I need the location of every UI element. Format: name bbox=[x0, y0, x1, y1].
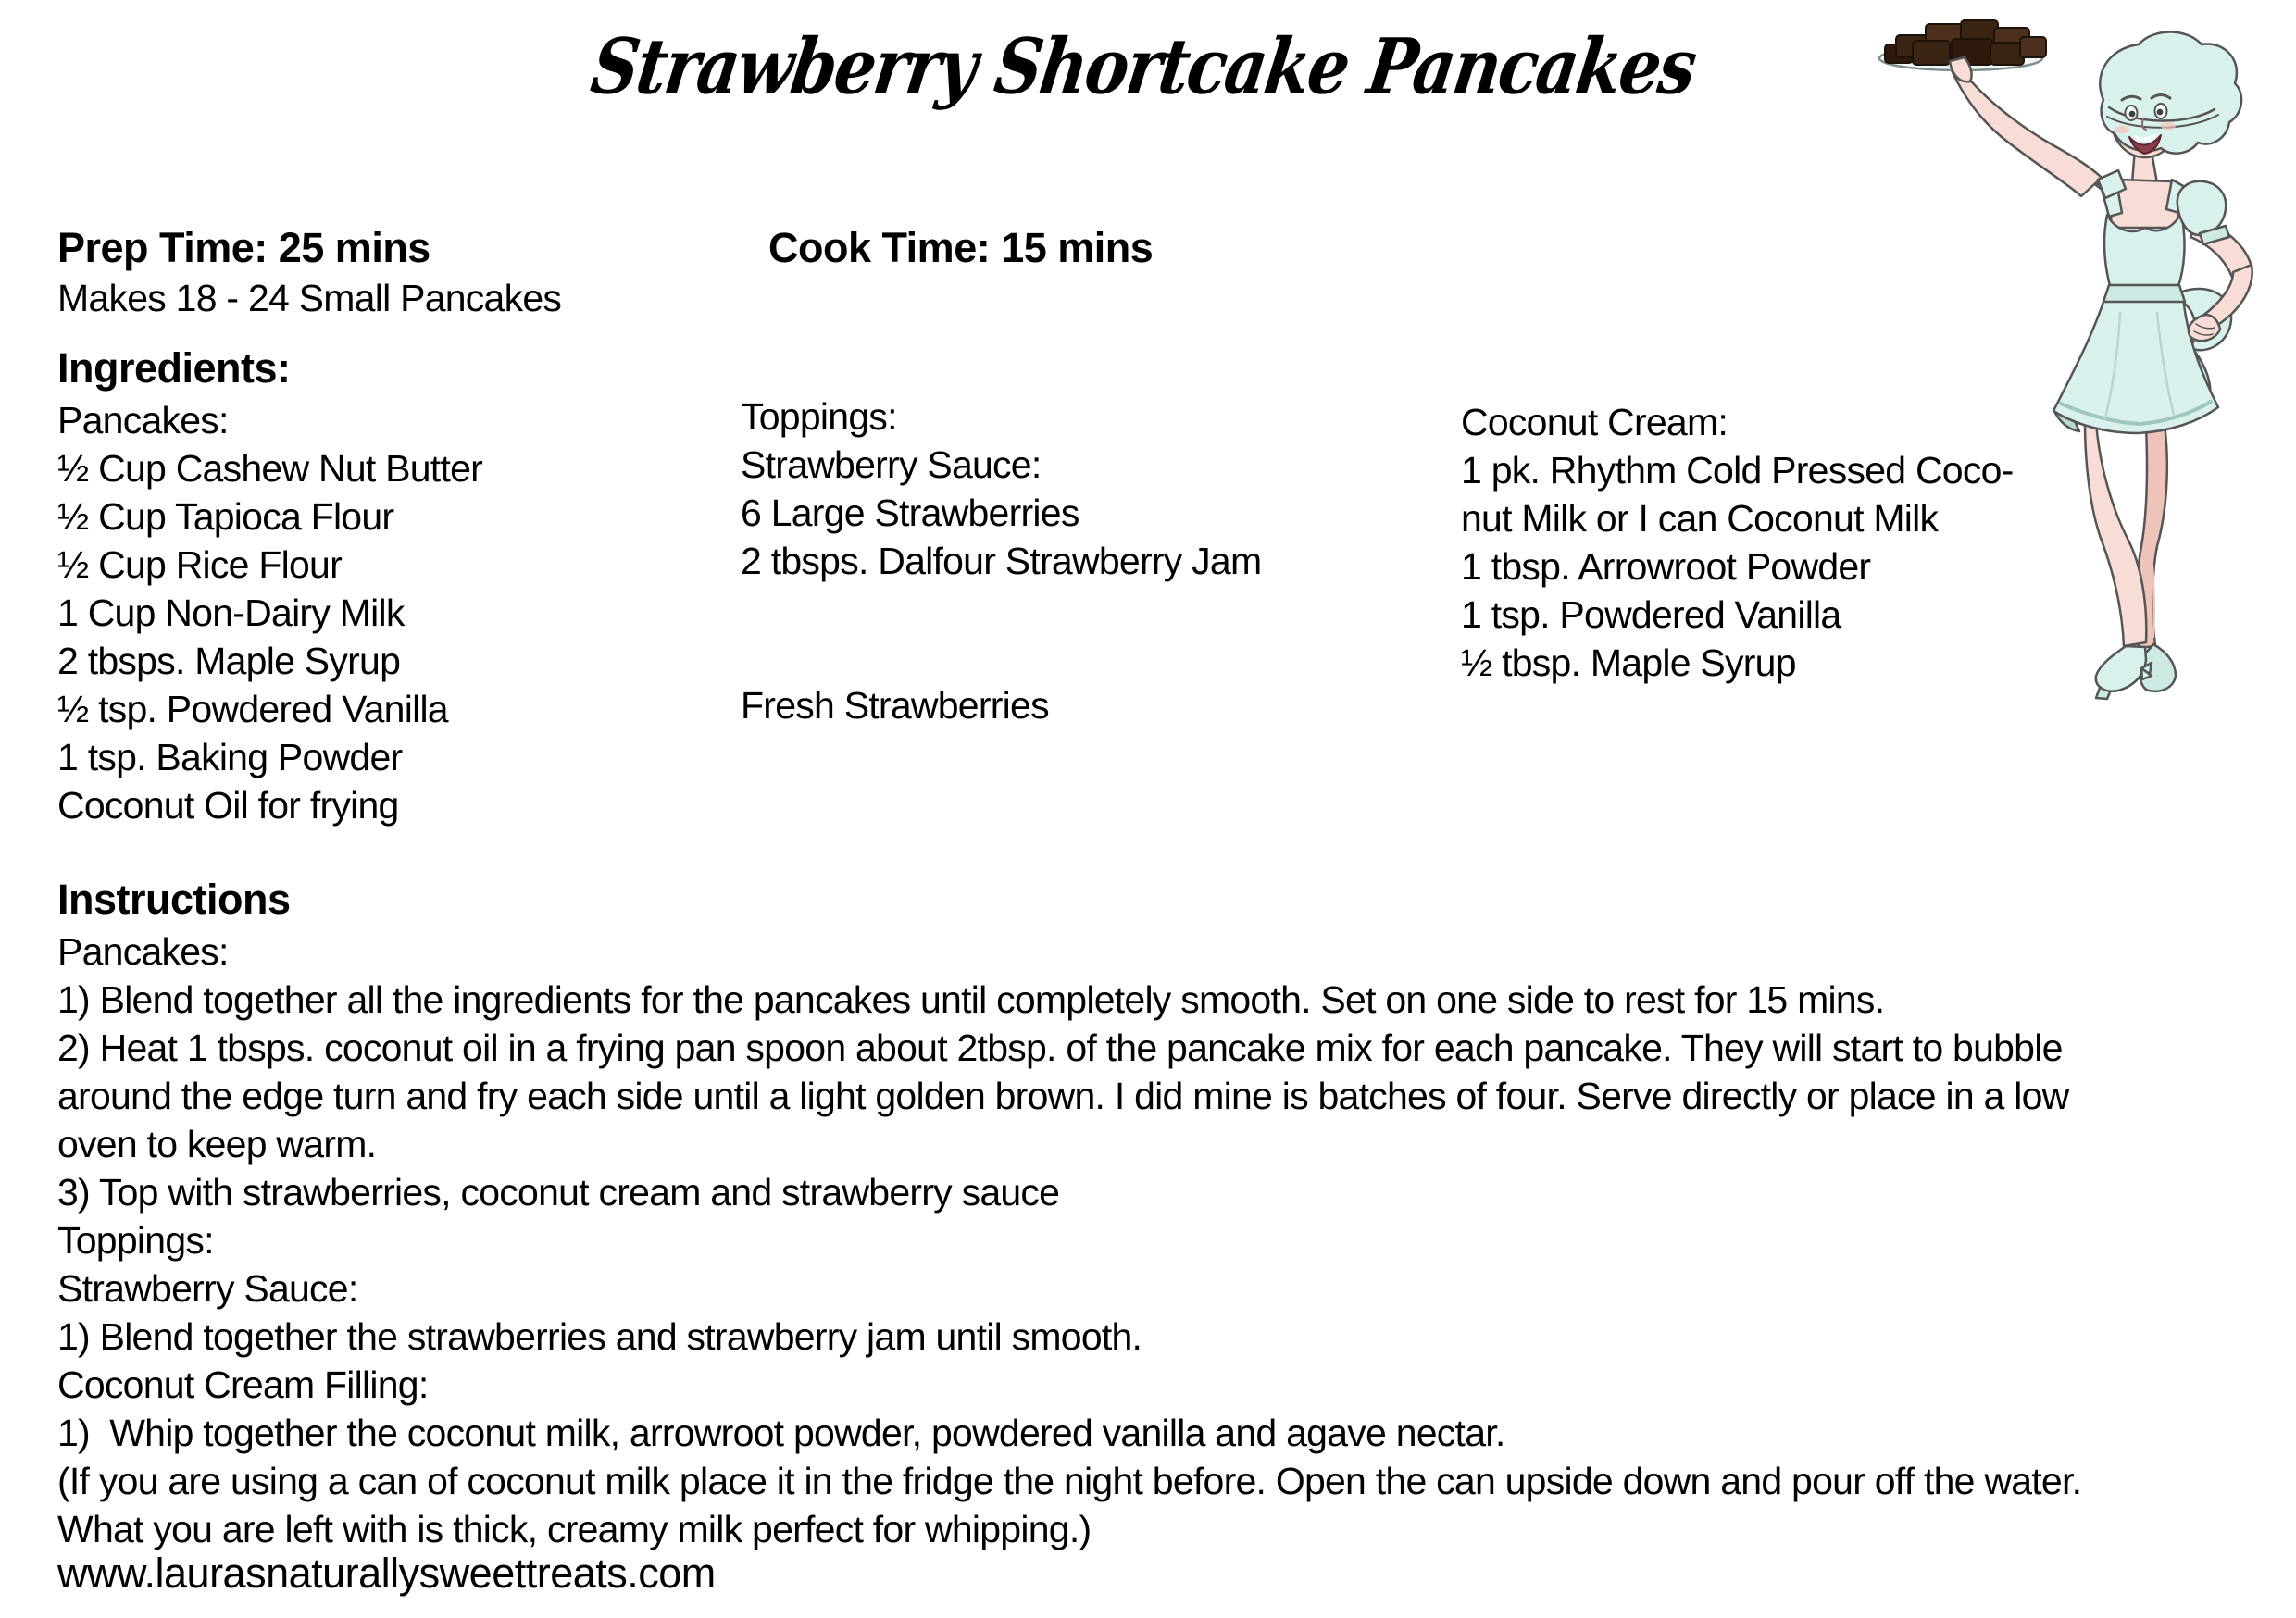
ingredients-column-toppings bbox=[741, 392, 1444, 729]
plate-of-brownies-icon bbox=[1879, 20, 2046, 81]
ingredient-line bbox=[741, 633, 1444, 681]
ingredient-line: 1 tbsp. Arrowroot Powder bbox=[1461, 545, 1871, 588]
instruction-line: 1) Blend together all the ingredients for the pancakes until completely smooth. Set on one side to rest for 15 mins. bbox=[57, 978, 1885, 1021]
instruction-line: Strawberry Sauce: bbox=[57, 1267, 358, 1310]
instructions-list bbox=[57, 927, 2279, 1553]
yield-text: Makes 18 - 24 Small Pancakes bbox=[57, 277, 562, 319]
ingredient-line: 1 tsp. Baking Powder bbox=[57, 736, 403, 778]
page-title: Strawberry Shortcake Pancakes bbox=[586, 20, 1701, 112]
instruction-line: 2) Heat 1 tbsps. coconut oil in a frying pan spoon about 2tbsp. of the pancake mix for each pancake. They will start to bubble bbox=[57, 1027, 2063, 1069]
hand-holding-plate bbox=[1950, 57, 1972, 81]
ingredient-line: ½ Cup Rice Flour bbox=[57, 543, 343, 586]
instruction-line: Toppings: bbox=[57, 1219, 214, 1262]
ingredients-column-pancakes bbox=[57, 396, 761, 829]
instruction-line: around the edge turn and fry each side until a light golden brown. I did mine is batches of four. Serve directly or place in a low bbox=[57, 1075, 2069, 1117]
baker-head bbox=[2100, 32, 2241, 158]
ingredient-line: ½ tbsp. Maple Syrup bbox=[1461, 641, 1796, 684]
ingredient-line: Coconut Oil for frying bbox=[57, 784, 399, 827]
ingredient-line: ½ Cup Tapioca Flour bbox=[57, 495, 394, 538]
chef-cap bbox=[2100, 32, 2241, 154]
ingredient-line: Toppings: bbox=[741, 395, 897, 438]
ingredient-line: Coconut Cream: bbox=[1461, 401, 1728, 443]
ingredient-line: 6 Large Strawberries bbox=[741, 492, 1079, 534]
ingredient-line: Fresh Strawberries bbox=[741, 684, 1049, 727]
baker-torso bbox=[2096, 146, 2229, 302]
ingredient-line: 1 Cup Non-Dairy Milk bbox=[57, 591, 405, 634]
instruction-line: 1) Blend together the strawberries and strawberry jam until smooth. bbox=[57, 1315, 1142, 1358]
instructions-heading: Instructions bbox=[57, 876, 291, 923]
ingredient-line: ½ tsp. Powdered Vanilla bbox=[57, 688, 448, 730]
cook-time: Cook Time: 15 mins bbox=[768, 224, 1154, 271]
instruction-line: 1) Whip together the coconut milk, arrowroot powder, powdered vanilla and agave nectar. bbox=[57, 1412, 1505, 1454]
ingredients-heading: Ingredients: bbox=[57, 344, 291, 392]
instruction-line: What you are left with is thick, creamy milk perfect for whipping.) bbox=[57, 1508, 1092, 1550]
ingredient-line: Strawberry Sauce: bbox=[741, 443, 1042, 486]
website-url: www.laurasnaturallysweettreats.com bbox=[57, 1550, 716, 1597]
ingredient-line bbox=[741, 585, 1444, 633]
prep-time: Prep Time: 25 mins bbox=[57, 224, 430, 271]
ingredient-line: nut Milk or I can Coconut Milk bbox=[1461, 497, 1939, 540]
instruction-line: 3) Top with strawberries, coconut cream and strawberry sauce bbox=[57, 1171, 1060, 1214]
ingredient-line: ½ Cup Cashew Nut Butter bbox=[57, 447, 483, 490]
apron-waistband bbox=[2103, 285, 2185, 302]
instruction-line: oven to keep warm. bbox=[57, 1123, 377, 1165]
ingredient-line: 2 tbsps. Dalfour Strawberry Jam bbox=[741, 540, 1262, 582]
ingredient-line: 2 tbsps. Maple Syrup bbox=[57, 640, 401, 682]
instruction-line: Pancakes: bbox=[57, 930, 229, 973]
pinup-baker-illustration bbox=[1870, 7, 2296, 711]
ingredient-line: Pancakes: bbox=[57, 399, 229, 442]
baker-legs bbox=[2085, 422, 2167, 648]
mint-heels bbox=[2096, 644, 2176, 699]
instruction-line: (If you are using a can of coconut milk place it in the fridge the night before. Open the can upside down and pour off the water. bbox=[57, 1460, 2082, 1502]
instruction-line: Coconut Cream Filling: bbox=[57, 1363, 429, 1406]
ingredient-line: 1 pk. Rhythm Cold Pressed Coco- bbox=[1461, 449, 2014, 492]
ingredient-line: 1 tsp. Powdered Vanilla bbox=[1461, 593, 1841, 636]
